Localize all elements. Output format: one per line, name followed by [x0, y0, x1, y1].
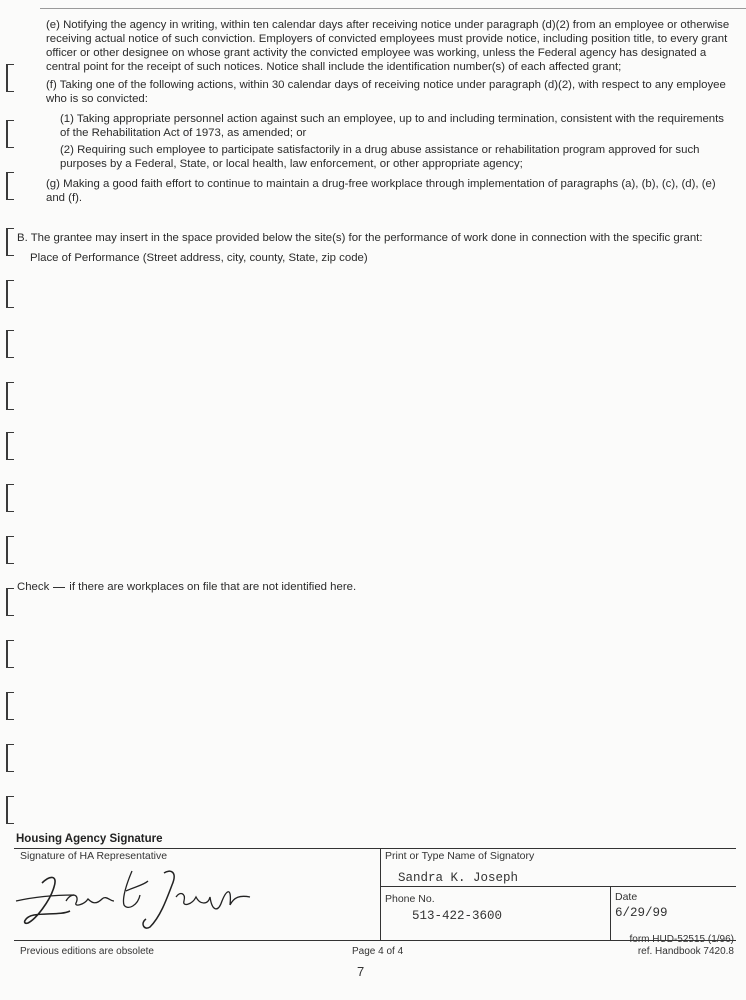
date-label: Date	[615, 891, 638, 903]
margin-bracket	[6, 640, 14, 668]
margin-bracket	[6, 172, 14, 200]
handbook-reference: ref. Handbook 7420.8	[637, 946, 734, 957]
margin-bracket	[6, 330, 14, 358]
margin-bracket	[6, 228, 14, 256]
signature-label: Signature of HA Representative	[20, 850, 168, 862]
margin-bracket	[6, 120, 14, 148]
rule	[14, 940, 736, 941]
margin-bracket	[6, 588, 14, 616]
margin-bracket	[6, 692, 14, 720]
rule	[14, 848, 736, 849]
date-value[interactable]: 6/29/99	[615, 906, 668, 920]
check-prefix: Check	[17, 581, 50, 593]
margin-bracket	[6, 64, 14, 92]
margin-bracket	[6, 536, 14, 564]
margin-bracket	[6, 796, 14, 824]
paragraph-f1: (1) Taking appropriate personnel action against such an employee, up to and including termination, consistent with the requirements of the Rehabilitation Act of 1973, as amended; or	[60, 113, 725, 139]
handwritten-page-number: 7	[357, 964, 365, 979]
margin-bracket	[6, 484, 14, 512]
margin-bracket	[6, 432, 14, 460]
signature-block-title: Housing Agency Signature	[16, 833, 163, 845]
check-line	[17, 580, 717, 594]
margin-bracket	[6, 382, 14, 410]
margin-bracket	[6, 280, 14, 308]
phone-label: Phone No.	[385, 893, 435, 905]
margin-bracket	[6, 744, 14, 772]
place-of-performance-label: Place of Performance (Street address, city, county, State, zip code)	[30, 252, 368, 264]
phone-number[interactable]: 513-422-3600	[412, 909, 503, 923]
form-number: form HUD-52515 (1/96)	[629, 934, 734, 945]
rule	[380, 886, 736, 887]
paragraph-e: (e) Notifying the agency in writing, within ten calendar days after receiving notice under paragraph (d)(2) from an employee or otherwise receiving actual notice of such conviction. Employers of convicted employees must provide notice, including position title, to every grant officer or other designee on whose grant activity the convicted employee was working, unless the Federal agency has designated a central point for the receipt of such notices. Notice shall include the identification number(s) of each affected grant;	[46, 19, 730, 73]
signatory-name[interactable]: Sandra K. Joseph	[398, 871, 519, 885]
footer-obsolete-note: Previous editions are obsolete	[20, 946, 154, 957]
rule	[610, 886, 611, 941]
workplaces-checkbox[interactable]	[53, 587, 65, 588]
paragraph-g: (g) Making a good faith effort to continue to maintain a drug-free workplace through implementation of paragraphs (a), (b), (c), (d), (e) and (f).	[46, 178, 716, 204]
signature-block	[14, 833, 736, 943]
paragraph-f2: (2) Requiring such employee to participate satisfactorily in a drug abuse assistance or rehabilitation program approved for such purposes by a Federal, State, or local health, law enforcement, or other appropriate agency;	[60, 144, 700, 170]
handwritten-signature[interactable]	[14, 861, 254, 933]
name-label: Print or Type Name of Signatory	[385, 850, 535, 862]
check-suffix: if there are workplaces on file that are not identified here.	[69, 581, 357, 593]
page-number: Page 4 of 4	[352, 946, 404, 957]
section-b-text: B. The grantee may insert in the space provided below the site(s) for the performance of work done in connection with the specific grant:	[17, 232, 703, 244]
rule	[380, 848, 381, 941]
top-rule	[40, 8, 746, 9]
paragraph-f: (f) Taking one of the following actions, within 30 calendar days of receiving notice under paragraph (d)(2), with respect to any employee who is so convicted:	[46, 79, 726, 105]
